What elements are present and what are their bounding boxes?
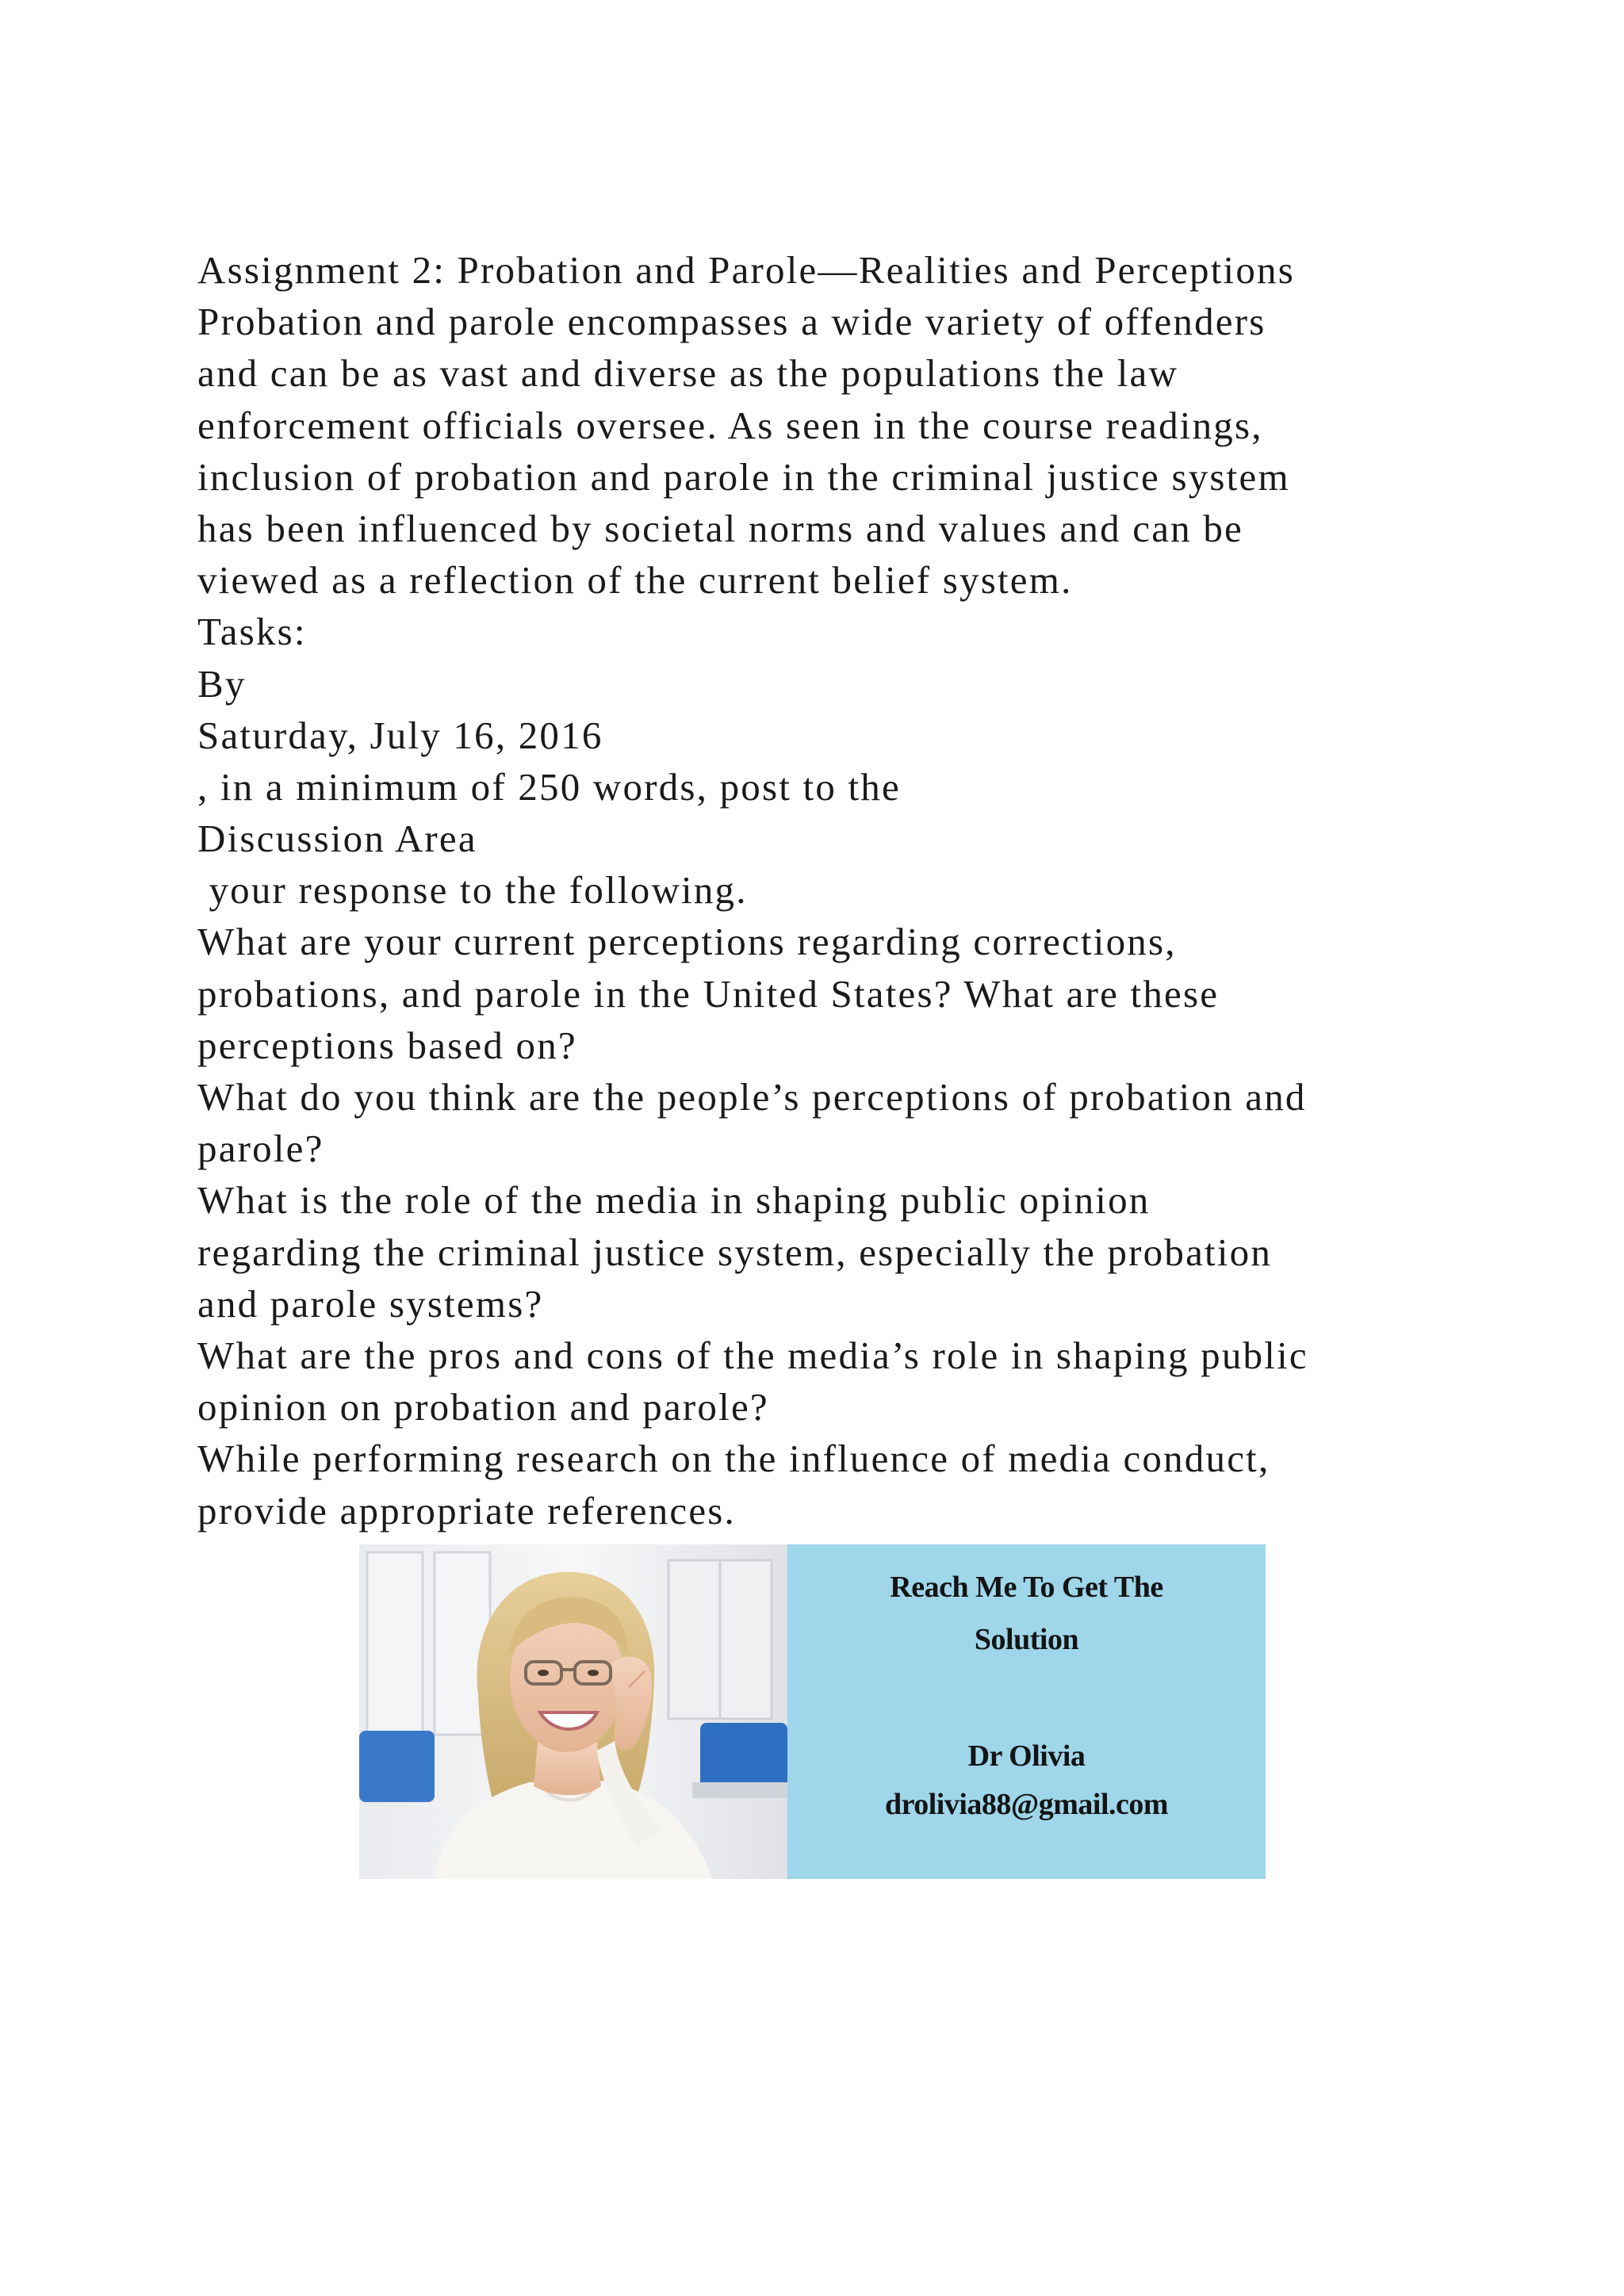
contact-name: Dr Olivia: [967, 1739, 1086, 1773]
question-line: probations, and parole in the United States? What are these: [197, 971, 1220, 1016]
question-line: and parole systems?: [197, 1281, 544, 1326]
banner-headline-line1: Reach Me To Get The: [890, 1571, 1163, 1604]
text-line: By: [197, 661, 247, 706]
banner-headline-line2: Solution: [974, 1623, 1079, 1656]
text-line: Probation and parole encompasses a wide variety of offenders: [197, 300, 1266, 344]
question-line: What do you think are the people’s perceptions of probation and: [197, 1075, 1307, 1119]
contact-panel: [787, 1544, 1266, 1879]
question-line: What are your current perceptions regarding corrections,: [197, 920, 1177, 964]
question-line: opinion on probation and parole?: [197, 1385, 769, 1429]
contact-email[interactable]: drolivia88@gmail.com: [884, 1788, 1169, 1821]
text-line: has been influenced by societal norms and values and can be: [197, 506, 1243, 550]
question-line: perceptions based on?: [197, 1023, 577, 1067]
text-line: , in a minimum of 250 words, post to the: [197, 764, 901, 809]
text-line: While performing research on the influence of media conduct,: [197, 1437, 1270, 1481]
text-line: and can be as vast and diverse as the populations the law: [197, 351, 1179, 396]
text-line: viewed as a reflection of the current belief system.: [197, 558, 1073, 603]
text-line: enforcement officials oversee. As seen in the course readings,: [197, 403, 1263, 447]
contact-banner: [359, 1544, 1266, 1879]
question-line: What are the pros and cons of the media’s role in shaping public: [197, 1333, 1308, 1377]
text-line: provide appropriate references.: [197, 1488, 737, 1533]
question-line: parole?: [197, 1127, 324, 1171]
tasks-heading: Tasks:: [197, 610, 307, 654]
question-line: What is the role of the media in shaping public opinion: [197, 1178, 1151, 1223]
smiling-woman-photo-icon: [359, 1544, 787, 1879]
assignment-text: [197, 244, 1482, 1536]
due-date: Saturday, July 16, 2016: [197, 713, 603, 757]
text-line: inclusion of probation and parole in the criminal justice system: [197, 454, 1290, 499]
question-line: regarding the criminal justice system, especially the probation: [197, 1230, 1273, 1274]
text-line: your response to the following.: [197, 868, 748, 913]
discussion-area-label: Discussion Area: [197, 817, 477, 861]
assignment-title: Assignment 2: Probation and Parole—Realities and Perceptions: [197, 248, 1296, 292]
